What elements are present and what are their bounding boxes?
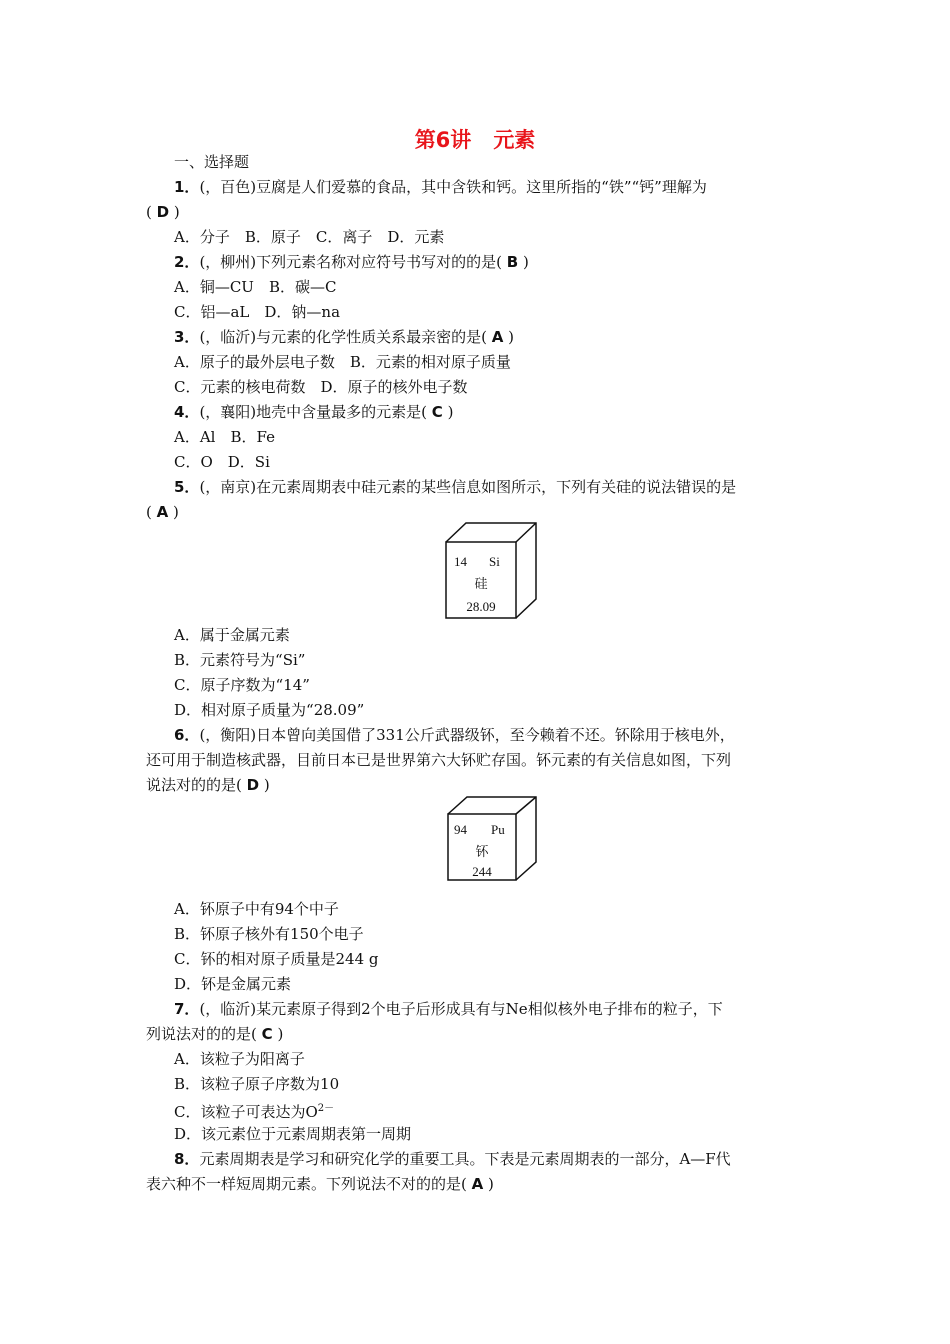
question-1-stem: 1．(，百色)豆腐是人们爱慕的食品，其中含铁和钙。这里所指的“铁”“钙”理解为 bbox=[174, 178, 707, 196]
question-7-option-c: C．该粒子可表达为$O^{2-}$ bbox=[174, 1103, 335, 1121]
question-4-stem: 4．(，襄阳)地壳中含量最多的元素是( C ) bbox=[174, 403, 454, 421]
plutonium-number: 94 bbox=[454, 822, 467, 837]
question-4-options-ab: A．Al B．Fe bbox=[174, 428, 275, 446]
question-2-options-ab: A．铜—CU B．碳—C bbox=[174, 278, 337, 296]
question-6-option-b: B．钚原子核外有150个电子 bbox=[174, 925, 364, 943]
question-3-options-ab: A．原子的最外层电子数 B．元素的相对原子质量 bbox=[174, 353, 511, 371]
lecture-number: 第6讲 bbox=[414, 128, 472, 152]
question-6-option-c: C．钚的相对原子质量是244 g bbox=[174, 950, 379, 968]
question-7-option-d: D．该元素位于元素周期表第一周期 bbox=[174, 1125, 412, 1143]
question-8-answer-line: 表六种不一样短周期元素。下列说法不对的的是( A ) bbox=[146, 1175, 494, 1193]
question-2-stem: 2．(，柳州)下列元素名称对应符号书写对的的是( B ) bbox=[174, 253, 529, 271]
silicon-element-cube bbox=[445, 522, 537, 620]
question-5-option-c: C．原子序数为“14” bbox=[174, 676, 310, 694]
answer-7: C bbox=[261, 1025, 273, 1043]
question-7-option-a: A．该粒子为阳离子 bbox=[174, 1050, 305, 1068]
question-7-answer-line: 列说法对的的是( C ) bbox=[146, 1025, 284, 1043]
answer-6: D bbox=[246, 776, 260, 794]
question-5-option-d: D．相对原子质量为“28.09” bbox=[174, 701, 365, 719]
question-5-stem: 5．(，南京)在元素周期表中硅元素的某些信息如图所示，下列有关硅的说法错误的是 bbox=[174, 478, 737, 496]
question-3-stem: 3．(，临沂)与元素的化学性质关系最亲密的是( A ) bbox=[174, 328, 515, 346]
answer-2: B bbox=[506, 253, 519, 271]
question-6-stem-1: 6．(，衡阳)日本曾向美国借了331公斤武器级钚，至今赖着不还。钚除用于核电外， bbox=[174, 726, 735, 744]
section-heading: 一、选择题 bbox=[174, 153, 250, 171]
answer-5: A bbox=[156, 503, 169, 521]
plutonium-element-cube bbox=[447, 796, 537, 882]
question-8-stem-1: 8．元素周期表是学习和研究化学的重要工具。下表是元素周期表的一部分，A—F代 bbox=[174, 1150, 731, 1168]
answer-1: D bbox=[156, 203, 170, 221]
question-7-option-b: B．该粒子原子序数为10 bbox=[174, 1075, 340, 1093]
question-2-options-cd: C．铝—aL D．钠—na bbox=[174, 303, 341, 321]
page-title bbox=[0, 124, 950, 154]
question-6-answer-line: 说法对的的是( D ) bbox=[146, 776, 270, 794]
plutonium-mass: 244 bbox=[472, 864, 492, 879]
silicon-mass: 28.09 bbox=[466, 599, 496, 614]
question-1-options: A．分子 B．原子 C．离子 D．元素 bbox=[174, 228, 445, 246]
answer-8: A bbox=[471, 1175, 484, 1193]
question-3-options-cd: C．元素的核电荷数 D．原子的核外电子数 bbox=[174, 378, 468, 396]
answer-3: A bbox=[491, 328, 504, 346]
question-5-answer-line: ( A ) bbox=[146, 503, 179, 521]
question-1-answer-line: ( D ) bbox=[146, 203, 180, 221]
ion-charge: 2－ bbox=[317, 1103, 335, 1114]
silicon-symbol: Si bbox=[489, 554, 500, 569]
question-5-option-b: B．元素符号为“Si” bbox=[174, 651, 306, 669]
question-7-stem-1: 7．(，临沂)某元素原子得到2个电子后形成具有与Ne相似核外电子排布的粒子，下 bbox=[174, 1000, 723, 1018]
question-6-option-a: A．钚原子中有94个中子 bbox=[174, 900, 339, 918]
question-4-options-cd: C．O D．Si bbox=[174, 453, 270, 471]
silicon-number: 14 bbox=[454, 554, 467, 569]
lecture-topic: 元素 bbox=[493, 128, 536, 152]
answer-4: C bbox=[431, 403, 443, 421]
question-5-option-a: A．属于金属元素 bbox=[174, 626, 290, 644]
question-6-stem-2: 还可用于制造核武器，目前日本已是世界第六大钚贮存国。钚元素的有关信息如图，下列 bbox=[146, 751, 732, 769]
plutonium-symbol: Pu bbox=[491, 822, 505, 837]
plutonium-name: 钚 bbox=[475, 844, 489, 859]
silicon-name: 硅 bbox=[474, 576, 488, 591]
question-6-option-d: D．钚是金属元素 bbox=[174, 975, 292, 993]
